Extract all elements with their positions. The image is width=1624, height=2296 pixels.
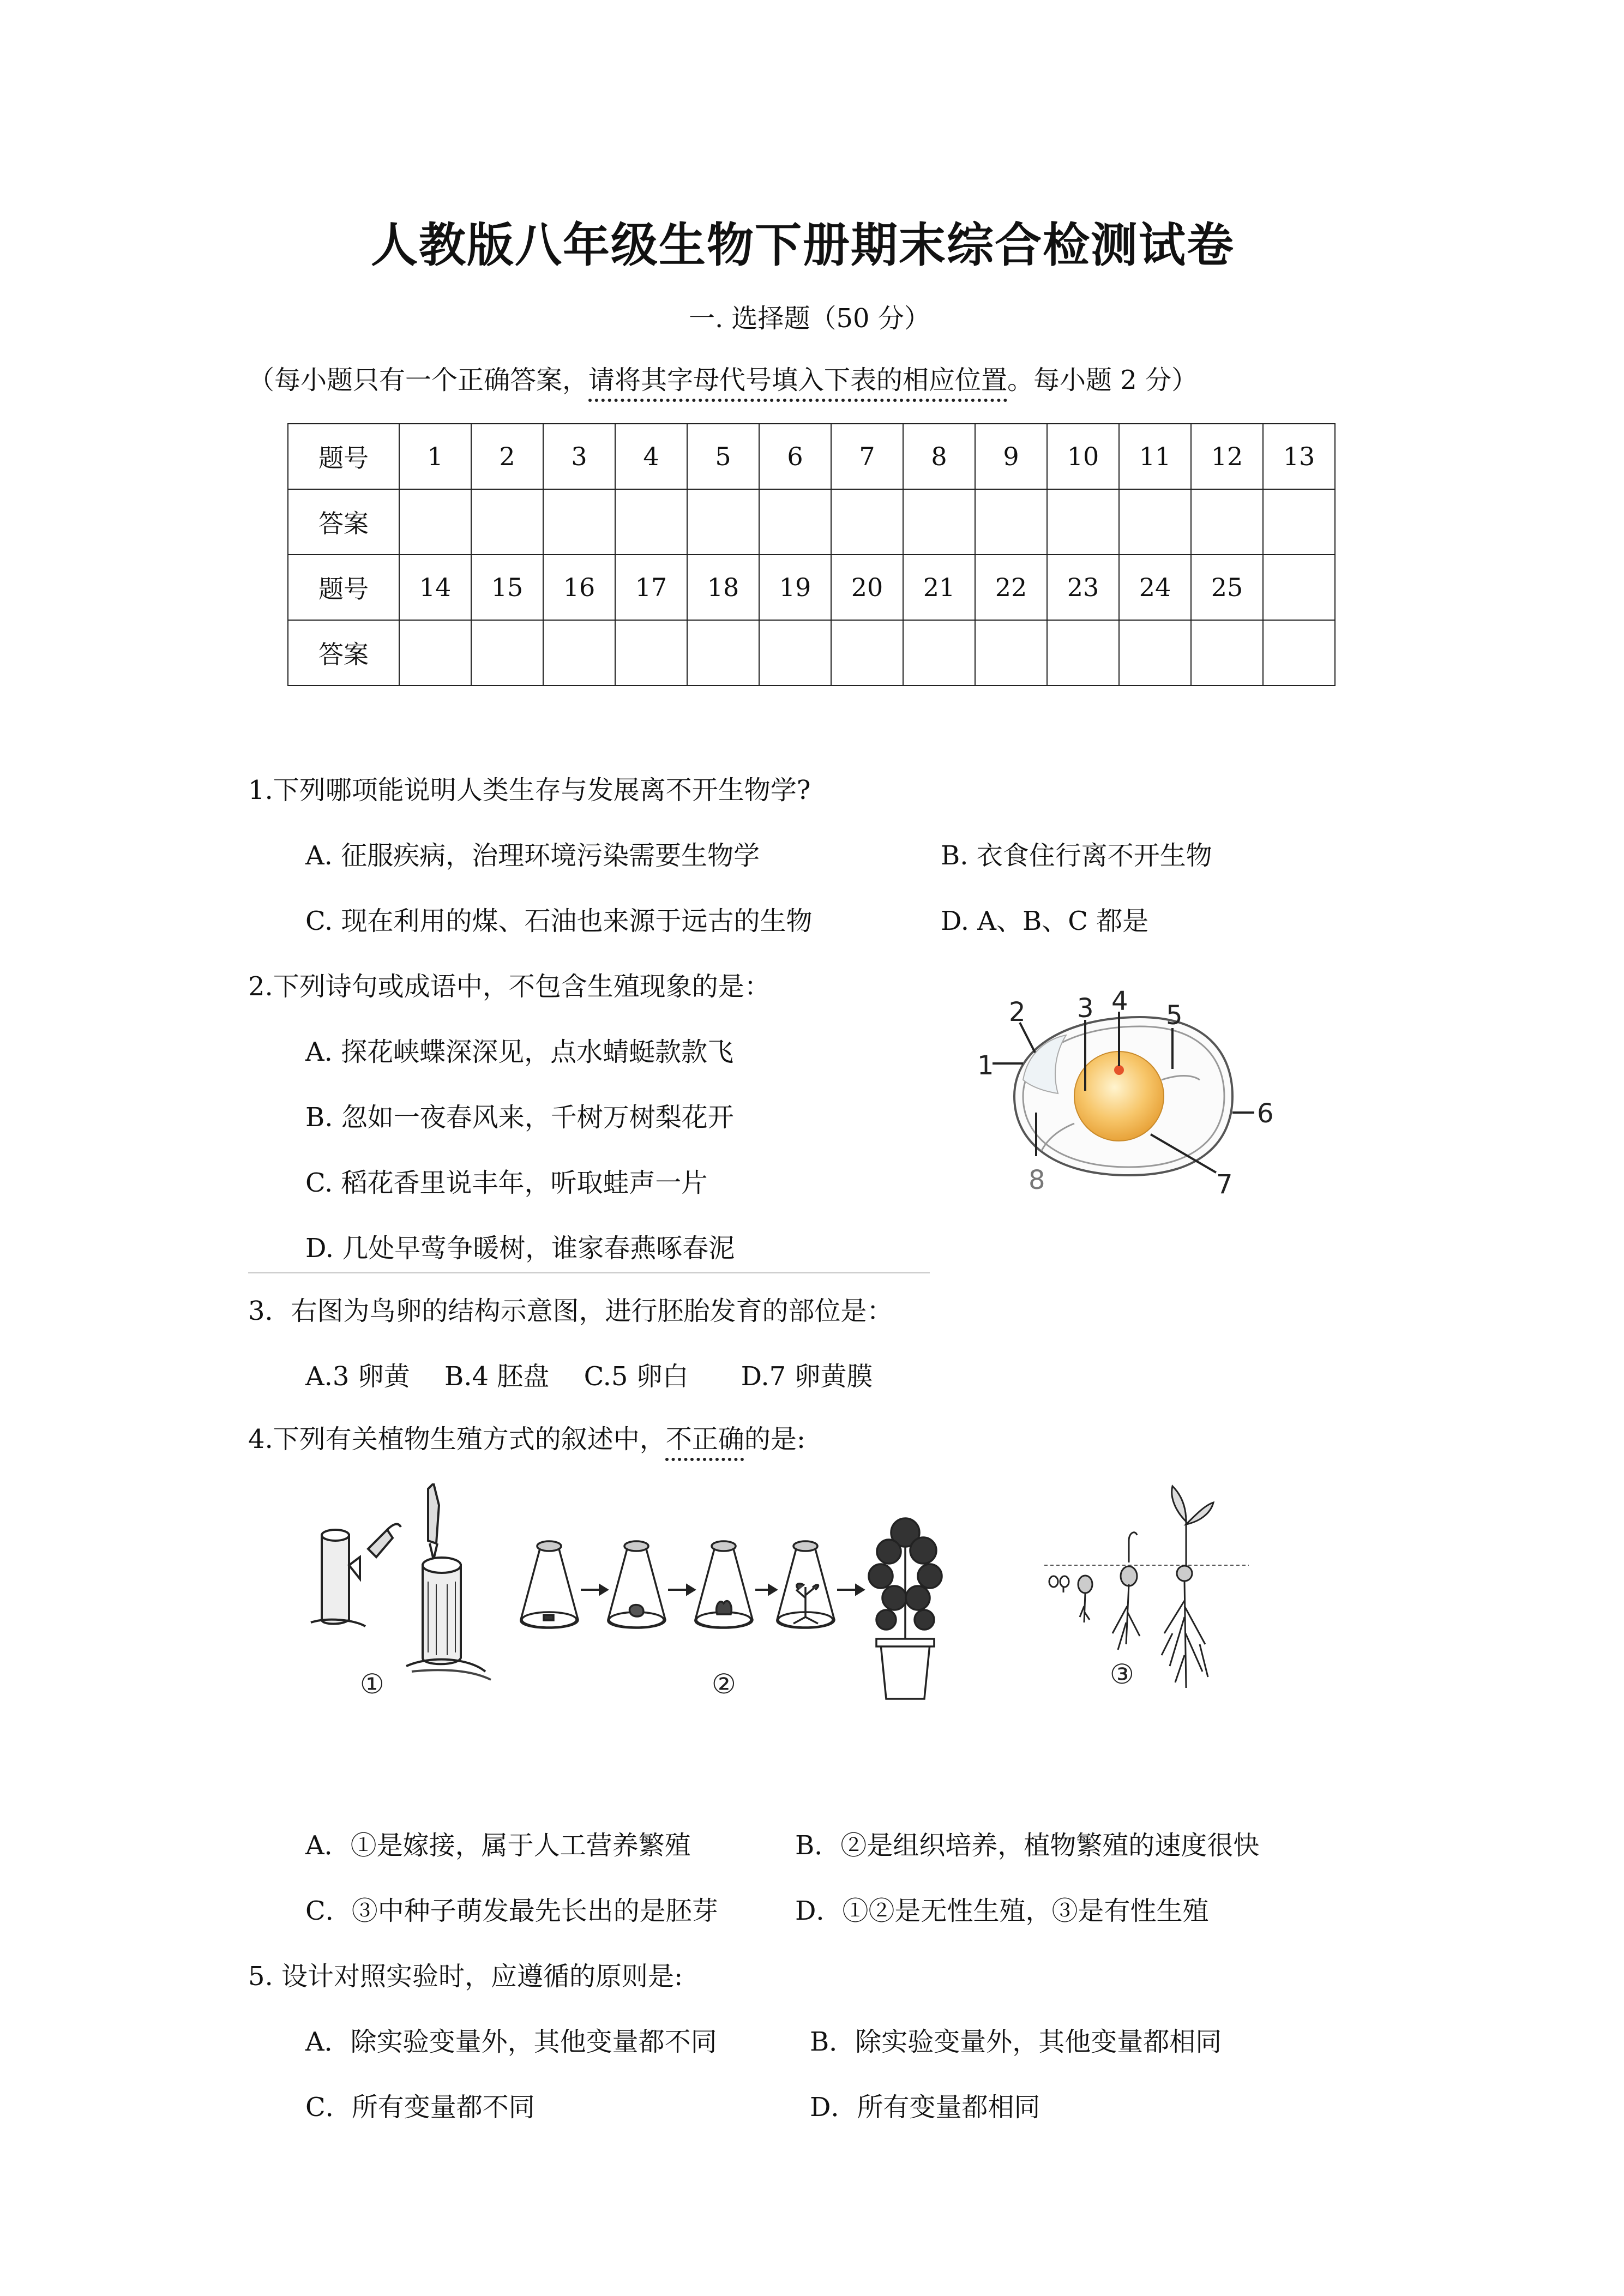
question-2-option-c[interactable]: C. 稻花香里说丰年，听取蛙声一片 [305, 1168, 708, 1198]
question-5-stem: 5. 设计对照实验时，应遵循的原则是: [248, 1961, 683, 1992]
question-2-option-d[interactable]: D. 几处早莺争暖树，谁家春燕啄春泥 [305, 1233, 735, 1264]
table-cell: 5 [687, 424, 759, 489]
fig-label-1: ① [360, 1668, 384, 1700]
question-4-stem-post: 的是: [744, 1424, 806, 1454]
seed-stage-2 [1078, 1576, 1092, 1622]
section-heading: 一. 选择题（50 分） [689, 303, 930, 334]
answer-cell[interactable] [759, 620, 831, 686]
answer-cell[interactable] [975, 620, 1047, 686]
table-row [288, 555, 1335, 620]
table-cell: 4 [615, 424, 687, 489]
answer-cell[interactable] [1119, 489, 1191, 555]
potted-plant [869, 1518, 942, 1699]
table-cell: 16 [543, 555, 615, 620]
instruction-pre: （每小题只有一个正确答案， [248, 365, 589, 395]
answer-cell[interactable] [1191, 620, 1263, 686]
answer-cell[interactable] [399, 620, 471, 686]
answer-cell[interactable] [471, 489, 543, 555]
table-cell: 1 [399, 424, 471, 489]
table-cell: 12 [1191, 424, 1263, 489]
table-row [288, 620, 1335, 686]
egg-label-6: 6 [1257, 1098, 1274, 1129]
answer-cell[interactable] [687, 489, 759, 555]
egg-label-2: 2 [1009, 997, 1026, 1027]
question-1-stem: 1.下列哪项能说明人类生存与发展离不开生物学? [248, 775, 811, 806]
table-row [288, 489, 1335, 555]
egg-structure-diagram [976, 987, 1282, 1238]
table-cell: 答案 [288, 620, 399, 686]
answer-cell[interactable] [903, 489, 975, 555]
answer-cell[interactable] [687, 620, 759, 686]
instruction-dotted: 请将其字母代号填入下表的相应位置 [588, 365, 1008, 395]
question-5-option-b[interactable]: B．除实验变量外，其他变量都相同 [810, 2027, 1222, 2057]
table-cell: 8 [903, 424, 975, 489]
fig-label-2: ② [712, 1668, 736, 1700]
question-1-option-b[interactable]: B. 衣食住行离不开生物 [941, 840, 1212, 871]
tissue-culture-illustration [510, 1481, 957, 1721]
table-cell: 21 [903, 555, 975, 620]
table-cell: 17 [615, 555, 687, 620]
egg-label-4: 4 [1111, 987, 1128, 1017]
question-1-option-d[interactable]: D. A、B、C 都是 [941, 906, 1149, 936]
answer-cell[interactable] [903, 620, 975, 686]
answer-cell[interactable] [615, 620, 687, 686]
table-cell [1263, 555, 1335, 620]
question-5-option-a[interactable]: A．除实验变量外，其他变量都不同 [305, 2027, 717, 2057]
flask-3 [695, 1541, 753, 1628]
question-2-stem: 2.下列诗句或成语中，不包含生殖现象的是： [248, 971, 771, 1002]
seed-stage-4 [1162, 1486, 1213, 1688]
answer-cell[interactable] [1263, 620, 1335, 686]
question-4-option-c[interactable]: C．③中种子萌发最先长出的是胚芽 [305, 1896, 718, 1926]
seed-stage-1 [1049, 1576, 1069, 1592]
table-cell: 10 [1047, 424, 1119, 489]
egg-label-1: 1 [977, 1050, 994, 1081]
flask-4 [777, 1541, 834, 1628]
question-4-stem [248, 1418, 805, 1456]
table-cell: 23 [1047, 555, 1119, 620]
table-row [288, 424, 1335, 489]
table-cell: 14 [399, 555, 471, 620]
table-cell: 题号 [288, 424, 399, 489]
question-5-option-c[interactable]: C．所有变量都不同 [305, 2092, 535, 2123]
germinal-disc [1114, 1065, 1124, 1075]
table-cell: 19 [759, 555, 831, 620]
egg-label-8: 8 [1028, 1165, 1045, 1195]
answer-cell[interactable] [1047, 620, 1119, 686]
answer-cell[interactable] [399, 489, 471, 555]
answer-cell[interactable] [1119, 620, 1191, 686]
question-4-option-d[interactable]: D．①②是无性生殖，③是有性生殖 [795, 1896, 1209, 1926]
table-cell: 18 [687, 555, 759, 620]
table-cell: 25 [1191, 555, 1263, 620]
answer-cell[interactable] [1047, 489, 1119, 555]
page-title: 人教版八年级生物下册期末综合检测试卷 [371, 218, 1235, 273]
answer-cell[interactable] [831, 489, 903, 555]
table-cell: 20 [831, 555, 903, 620]
instruction-text [248, 359, 1198, 396]
answer-cell[interactable] [831, 620, 903, 686]
question-2-option-a[interactable]: A. 探花峡蝶深深见，点水蜻蜓款款飞 [305, 1037, 734, 1067]
question-4-stem-pre: 4.下列有关植物生殖方式的叙述中， [248, 1424, 666, 1454]
egg-label-7: 7 [1216, 1169, 1233, 1200]
answer-cell[interactable] [1191, 489, 1263, 555]
egg-label-5: 5 [1166, 1000, 1183, 1031]
table-cell: 13 [1263, 424, 1335, 489]
question-1-option-c[interactable]: C. 现在利用的煤、石油也来源于远古的生物 [305, 906, 813, 936]
question-5-option-d[interactable]: D．所有变量都相同 [810, 2092, 1040, 2123]
egg-label-3: 3 [1077, 993, 1094, 1024]
answer-cell[interactable] [543, 489, 615, 555]
question-4-option-b[interactable]: B．②是组织培养，植物繁殖的速度很快 [795, 1830, 1260, 1861]
question-3-options[interactable]: A.3 卵黄 B.4 胚盘 C.5 卵白 D.7 卵黄膜 [305, 1361, 873, 1392]
answer-cell[interactable] [975, 489, 1047, 555]
instruction-post: 。每小题 2 分） [1007, 365, 1198, 395]
table-cell: 题号 [288, 555, 399, 620]
table-cell: 7 [831, 424, 903, 489]
table-cell: 22 [975, 555, 1047, 620]
table-cell: 24 [1119, 555, 1191, 620]
question-2-option-b[interactable]: B. 忽如一夜春风来，千树万树梨花开 [305, 1102, 734, 1133]
table-cell: 答案 [288, 489, 399, 555]
answer-table [287, 423, 1336, 686]
answer-cell[interactable] [471, 620, 543, 686]
flask-1 [521, 1541, 578, 1628]
question-4-option-a[interactable]: A．①是嫁接，属于人工营养繁殖 [305, 1830, 691, 1861]
table-cell: 6 [759, 424, 831, 489]
answer-cell[interactable] [543, 620, 615, 686]
fig-label-3: ③ [1110, 1658, 1134, 1690]
seed-germination-illustration [1042, 1481, 1292, 1710]
question-3-stem: 3．右图为鸟卵的结构示意图，进行胚胎发育的部位是： [248, 1296, 893, 1326]
table-cell: 2 [471, 424, 543, 489]
table-cell: 9 [975, 424, 1047, 489]
answer-cell[interactable] [615, 489, 687, 555]
flask-2 [608, 1541, 665, 1628]
answer-cell[interactable] [759, 489, 831, 555]
divider [248, 1272, 930, 1273]
table-cell: 15 [471, 555, 543, 620]
grafting-illustration [305, 1483, 502, 1718]
question-1-option-a[interactable]: A. 征服疾病，治理环境污染需要生物学 [305, 840, 760, 871]
seed-stage-3 [1112, 1532, 1140, 1650]
answer-cell[interactable] [1263, 489, 1335, 555]
question-4-stem-dotted: 不正确 [665, 1424, 744, 1454]
table-cell: 11 [1119, 424, 1191, 489]
table-cell: 3 [543, 424, 615, 489]
